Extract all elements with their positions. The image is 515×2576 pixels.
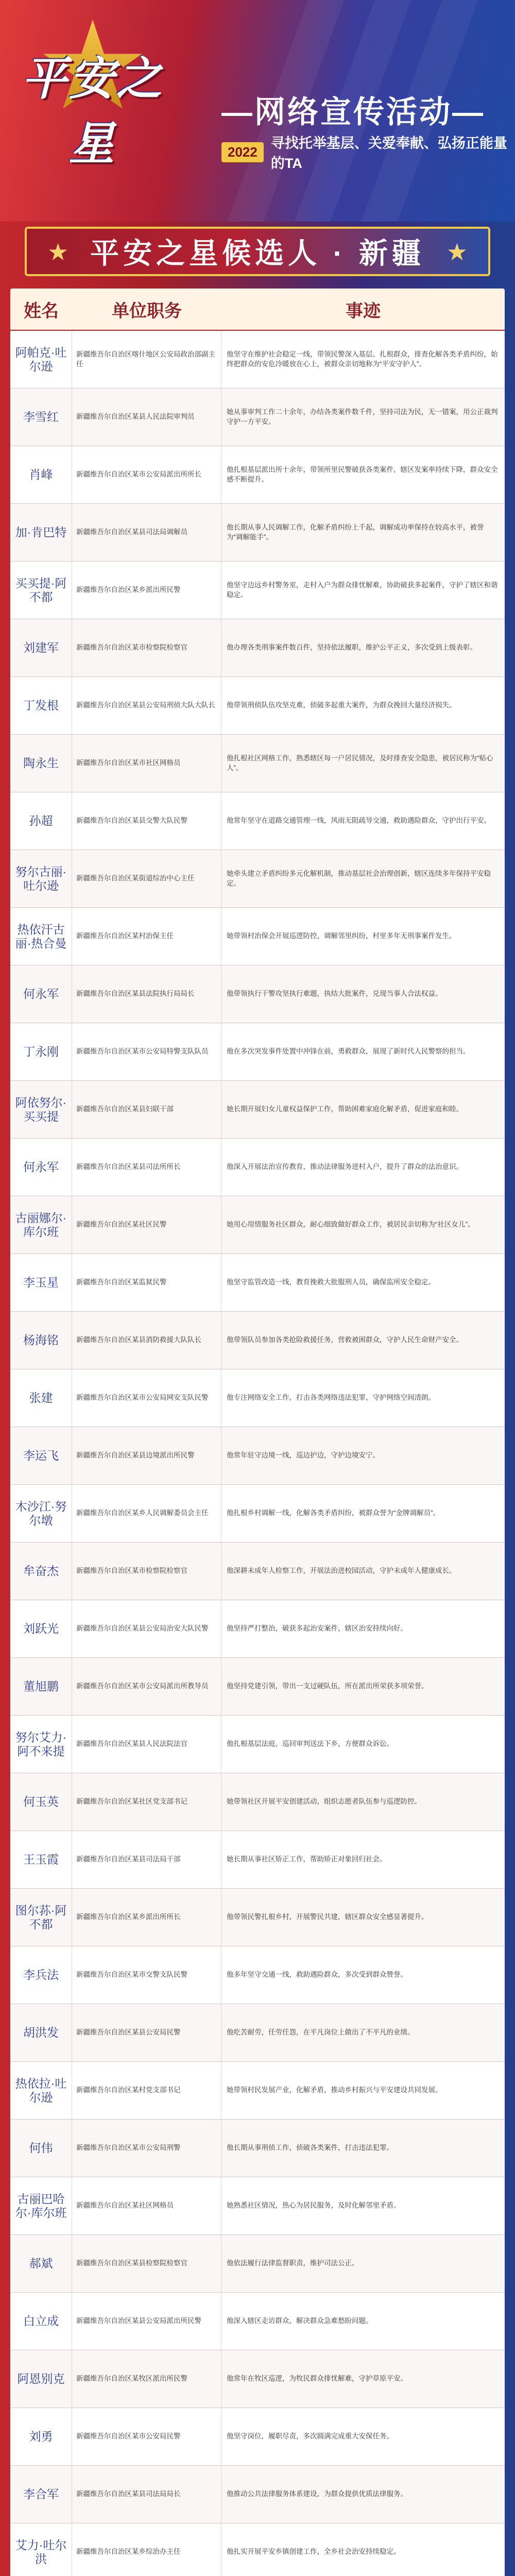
candidate-deed: 他推动公共法律服务体系建设，为群众提供优质法律服务。 bbox=[227, 2490, 407, 2498]
logo-text: 平安之星 bbox=[21, 52, 164, 170]
table-row bbox=[10, 677, 505, 735]
table-row bbox=[10, 1081, 505, 1139]
candidate-deed: 他带领队员参加各类抢险救援任务，营救被困群众，守护人民生命财产安全。 bbox=[227, 1336, 463, 1344]
candidate-role: 新疆维吾尔自治区某市公安局特警支队队员 bbox=[72, 1023, 221, 1080]
candidate-name: 买买提·阿不都 bbox=[10, 562, 72, 619]
candidate-name: 阿帕克·吐尔逊 bbox=[10, 331, 72, 388]
candidate-deed: 他常年坚守在道路交通管理一线，风雨无阻疏导交通，救助遇险群众，守护出行平安。 bbox=[227, 817, 491, 825]
table-row bbox=[10, 850, 505, 908]
candidate-name: 杨海铭 bbox=[10, 1312, 72, 1369]
candidate-name: 古丽娜尔·库尔班 bbox=[10, 1196, 72, 1253]
table-row bbox=[10, 2120, 505, 2177]
candidate-role: 新疆维吾尔自治区喀什地区公安局政治部副主任 bbox=[72, 331, 221, 388]
candidate-role: 新疆维吾尔自治区某村党支部书记 bbox=[72, 2062, 221, 2119]
candidate-role: 新疆维吾尔自治区某牧区派出所民警 bbox=[72, 2350, 221, 2408]
candidate-deed: 他扎根乡村调解一线，化解各类矛盾纠纷，被群众誉为“金牌调解员”。 bbox=[227, 1509, 440, 1517]
table-row bbox=[10, 792, 505, 850]
candidate-name: 郝斌 bbox=[10, 2235, 72, 2292]
table-row bbox=[10, 965, 505, 1023]
candidate-name: 何伟 bbox=[10, 2120, 72, 2177]
candidate-name: 李兵法 bbox=[10, 1946, 72, 2004]
candidate-name: 何永军 bbox=[10, 1139, 72, 1196]
candidate-role: 新疆维吾尔自治区某县公安局民警 bbox=[72, 2004, 221, 2061]
candidate-deed: 她牵头建立矛盾纠纷多元化解机制，推动基层社会治理创新，辖区连续多年保持平安稳定。 bbox=[227, 870, 491, 887]
candidate-role: 新疆维吾尔自治区某乡派出所民警 bbox=[72, 562, 221, 619]
candidate-name: 张建 bbox=[10, 1369, 72, 1427]
candidate-role: 新疆维吾尔自治区某县交警大队民警 bbox=[72, 792, 221, 850]
table-row bbox=[10, 1600, 505, 1658]
candidate-deed: 他坚持严打整治，破获多起治安案件，辖区治安持续向好。 bbox=[227, 1624, 407, 1633]
table-row bbox=[10, 2408, 505, 2466]
table-row bbox=[10, 1773, 505, 1831]
candidate-role: 新疆维吾尔自治区某县消防救援大队队长 bbox=[72, 1312, 221, 1369]
candidate-deed: 她熟悉社区情况，热心为居民服务，及时化解邻里矛盾。 bbox=[227, 2201, 401, 2210]
candidate-deed: 他扎根基层法庭，巡回审判送法下乡，方便群众诉讼。 bbox=[227, 1740, 393, 1748]
table-row bbox=[10, 2293, 505, 2350]
candidate-name: 图尔荪·阿不都 bbox=[10, 1889, 72, 1946]
candidate-deed: 他坚守监管改造一线，教育挽救大批服刑人员，确保监所安全稳定。 bbox=[227, 1278, 435, 1286]
candidate-role: 新疆维吾尔自治区某市交警支队民警 bbox=[72, 1946, 221, 2004]
candidate-deed: 她带领社区开展平安创建活动，组织志愿者队伍参与巡逻防控。 bbox=[227, 1798, 421, 1806]
candidate-role: 新疆维吾尔自治区某市社区网格员 bbox=[72, 735, 221, 792]
star-icon: ★ bbox=[446, 239, 468, 265]
candidate-name: 李合军 bbox=[10, 2466, 72, 2523]
candidate-deed: 她从事审判工作二十余年，办结各类案件数千件，坚持司法为民，无一错案，用公正裁判守护一方平安。 bbox=[227, 408, 498, 426]
table-row bbox=[10, 2350, 505, 2408]
year-badge: 2022 bbox=[221, 142, 264, 162]
table-row bbox=[10, 446, 505, 504]
candidate-deed: 他办理各类刑事案件数百件，坚持依法履职，维护公平正义，多次受到上级表彰。 bbox=[227, 643, 477, 652]
candidate-role: 新疆维吾尔自治区某县司法所所长 bbox=[72, 1139, 221, 1196]
candidate-deed: 他扎实开展平安乡镇创建工作，全乡社会治安持续稳定。 bbox=[227, 2548, 401, 2556]
candidate-name: 阿依努尔·买买提 bbox=[10, 1081, 72, 1138]
table-row bbox=[10, 331, 505, 388]
candidate-deed: 他带领刑侦队伍攻坚克难，侦破多起重大案件，为群众挽回大量经济损失。 bbox=[227, 701, 456, 709]
candidate-deed: 他坚守边远乡村警务室，走村入户为群众排忧解难，协助破获多起案件，守护了辖区和谐稳定。 bbox=[227, 581, 498, 599]
candidate-name: 李雪红 bbox=[10, 388, 72, 446]
candidate-deed: 他吃苦耐劳，任劳任怨，在平凡岗位上做出了不平凡的业绩。 bbox=[227, 2028, 415, 2037]
candidate-role: 新疆维吾尔自治区某县司法局调解员 bbox=[72, 504, 221, 561]
candidate-name: 白立成 bbox=[10, 2293, 72, 2350]
section-banner bbox=[25, 227, 490, 276]
candidate-deed: 她带领村治保会开展巡逻防控，调解邻里纠纷，村里多年无刑事案件发生。 bbox=[227, 932, 456, 940]
candidate-name: 阿恩别克 bbox=[10, 2350, 72, 2408]
candidate-name: 丁发根 bbox=[10, 677, 72, 734]
candidate-role: 新疆维吾尔自治区某社区网格员 bbox=[72, 2177, 221, 2234]
candidate-role: 新疆维吾尔自治区某乡综治办主任 bbox=[72, 2523, 221, 2576]
candidate-deed: 她长期开展妇女儿童权益保护工作，帮助困难家庭化解矛盾，促进家庭和睦。 bbox=[227, 1105, 463, 1113]
candidate-role: 新疆维吾尔自治区某市检察院检察官 bbox=[72, 1543, 221, 1600]
candidate-name: 何玉英 bbox=[10, 1773, 72, 1831]
candidate-deed: 他扎根社区网格工作，熟悉辖区每一户居民情况，及时排查安全隐患，被居民称为“贴心人”。 bbox=[227, 754, 493, 772]
table-row bbox=[10, 2523, 505, 2576]
table-row bbox=[10, 2177, 505, 2235]
table-row bbox=[10, 1485, 505, 1543]
candidate-role: 新疆维吾尔自治区某乡派出所所长 bbox=[72, 1889, 221, 1946]
candidate-name: 热依汗古丽·热合曼 bbox=[10, 908, 72, 965]
candidate-name: 努尔艾力·阿不来提 bbox=[10, 1716, 72, 1773]
candidate-name: 董旭鹏 bbox=[10, 1658, 72, 1715]
candidate-role: 新疆维吾尔自治区某县边境派出所民警 bbox=[72, 1427, 221, 1484]
candidate-role: 新疆维吾尔自治区某县司法局干部 bbox=[72, 1831, 221, 1888]
table-row bbox=[10, 2235, 505, 2293]
candidate-deed: 他常年驻守边境一线，巡边护边，守护边境安宁。 bbox=[227, 1451, 380, 1460]
header-banner bbox=[0, 0, 515, 222]
candidate-deed: 她用心用情服务社区群众，耐心细致做好群众工作，被居民亲切称为“社区女儿”。 bbox=[227, 1221, 475, 1229]
table-row bbox=[10, 1946, 505, 2004]
candidate-name: 刘跃光 bbox=[10, 1600, 72, 1657]
star-icon: ★ bbox=[47, 239, 69, 265]
candidate-role: 新疆维吾尔自治区某县公安局刑侦大队大队长 bbox=[72, 677, 221, 734]
candidate-name: 丁永刚 bbox=[10, 1023, 72, 1080]
candidate-role: 新疆维吾尔自治区某市检察院检察官 bbox=[72, 619, 221, 676]
candidate-role: 新疆维吾尔自治区某社区党支部书记 bbox=[72, 1773, 221, 1831]
candidate-deed: 他扎根基层派出所十余年，带领所里民警破获各类案件，辖区发案率持续下降，群众安全感不断提升。 bbox=[227, 466, 498, 483]
candidate-deed: 他常年在牧区巡逻，为牧民群众排忧解难，守护草原平安。 bbox=[227, 2375, 407, 2383]
table-row bbox=[10, 1427, 505, 1485]
candidate-name: 胡洪发 bbox=[10, 2004, 72, 2061]
candidate-name: 努尔古丽·吐尔逊 bbox=[10, 850, 72, 907]
candidate-role: 新疆维吾尔自治区某乡人民调解委员会主任 bbox=[72, 1485, 221, 1542]
header-deed: 事迹 bbox=[346, 301, 381, 321]
candidate-deed: 他在多次突发事件处置中冲锋在前，勇救群众，展现了新时代人民警察的担当。 bbox=[227, 1047, 470, 1056]
table-row bbox=[10, 562, 505, 619]
candidate-name: 艾力·吐尔洪 bbox=[10, 2523, 72, 2576]
candidate-role: 新疆维吾尔自治区某县公安局治安大队民警 bbox=[72, 1600, 221, 1657]
candidate-deed: 他依法履行法律监督职责，维护司法公正。 bbox=[227, 2259, 359, 2267]
candidate-name: 古丽巴哈尔·库尔班 bbox=[10, 2177, 72, 2234]
table-body bbox=[10, 331, 505, 2576]
candidate-deed: 她长期从事社区矫正工作，帮助矫正对象回归社会。 bbox=[227, 1855, 387, 1863]
table-row bbox=[10, 1254, 505, 1312]
candidate-role: 新疆维吾尔自治区某市公安局刑警 bbox=[72, 2120, 221, 2177]
table-row bbox=[10, 2004, 505, 2062]
campaign-row bbox=[221, 135, 515, 171]
table-row bbox=[10, 619, 505, 677]
candidate-role: 新疆维吾尔自治区某村治保主任 bbox=[72, 908, 221, 965]
candidate-role: 新疆维吾尔自治区某市公安局民警 bbox=[72, 2408, 221, 2465]
table-row bbox=[10, 1716, 505, 1773]
table-header bbox=[10, 289, 505, 331]
table-row bbox=[10, 1831, 505, 1889]
candidate-name: 刘勇 bbox=[10, 2408, 72, 2465]
table-row bbox=[10, 908, 505, 965]
header-role: 单位职务 bbox=[112, 301, 182, 321]
candidate-deed: 他深入辖区走访群众，解决群众急难愁盼问题。 bbox=[227, 2317, 373, 2325]
candidate-name: 肖峰 bbox=[10, 446, 72, 503]
candidate-role: 新疆维吾尔自治区某市公安局派出所教导员 bbox=[72, 1658, 221, 1715]
table-row bbox=[10, 1889, 505, 1946]
candidate-name: 孙超 bbox=[10, 792, 72, 850]
table-row bbox=[10, 2466, 505, 2523]
table-row bbox=[10, 1658, 505, 1716]
candidate-name: 热依拉·吐尔逊 bbox=[10, 2062, 72, 2119]
candidate-role: 新疆维吾尔自治区某县妇联干部 bbox=[72, 1081, 221, 1138]
table-row bbox=[10, 1196, 505, 1254]
candidate-role: 新疆维吾尔自治区某县检察院检察官 bbox=[72, 2235, 221, 2292]
candidate-deed: 他坚守岗位，履职尽责，多次圆满完成重大安保任务。 bbox=[227, 2432, 393, 2441]
table-row bbox=[10, 2062, 505, 2120]
table-row bbox=[10, 735, 505, 792]
candidate-deed: 他带领民警扎根乡村，开展警民共建，辖区群众安全感显著提升。 bbox=[227, 1913, 428, 1921]
candidate-deed: 他长期从事人民调解工作，化解矛盾纠纷上千起，调解成功率保持在较高水平，被誉为“调解能手”。 bbox=[227, 523, 484, 541]
candidate-role: 新疆维吾尔自治区某市公安局派出所所长 bbox=[72, 446, 221, 503]
table-row bbox=[10, 1023, 505, 1081]
candidate-deed: 他专注网络安全工作，打击各类网络违法犯罪，守护网络空间清朗。 bbox=[227, 1394, 435, 1402]
section-title: 平安之星候选人 · 新疆 bbox=[90, 237, 425, 269]
table-row bbox=[10, 388, 505, 446]
candidate-deed: 他深耕未成年人检察工作，开展法治进校园活动，守护未成年人健康成长。 bbox=[227, 1567, 456, 1575]
candidate-role: 新疆维吾尔自治区某市公安局网安支队民警 bbox=[72, 1369, 221, 1427]
candidate-role: 新疆维吾尔自治区某街道综治中心主任 bbox=[72, 850, 221, 907]
candidate-name: 李运飞 bbox=[10, 1427, 72, 1484]
table-row bbox=[10, 1369, 505, 1427]
campaign-logo bbox=[15, 20, 170, 170]
candidate-deed: 他带领执行干警攻坚执行难题，执结大批案件，兑现当事人合法权益。 bbox=[227, 990, 442, 998]
table-row bbox=[10, 504, 505, 562]
campaign-slogan: 寻找托举基层、关爱奉献、弘扬正能量的TA bbox=[270, 135, 507, 171]
candidate-name: 王玉霞 bbox=[10, 1831, 72, 1888]
candidate-role: 新疆维吾尔自治区某监狱民警 bbox=[72, 1254, 221, 1311]
candidate-role: 新疆维吾尔自治区某县人民法院法官 bbox=[72, 1716, 221, 1773]
candidate-role: 新疆维吾尔自治区某县公安局派出所民警 bbox=[72, 2293, 221, 2350]
candidate-name: 何永军 bbox=[10, 965, 72, 1023]
candidate-deed: 他坚守在维护社会稳定一线，带领民警深入基层、扎根群众，排查化解各类矛盾纠纷，始终把群众的安危冷暖放在心上，被群众亲切地称为“平安守护人”。 bbox=[227, 350, 498, 368]
candidate-name: 李玉星 bbox=[10, 1254, 72, 1311]
candidate-role: 新疆维吾尔自治区某县法院执行局局长 bbox=[72, 965, 221, 1023]
candidate-role: 新疆维吾尔自治区某社区民警 bbox=[72, 1196, 221, 1253]
candidates-table bbox=[10, 289, 505, 2576]
candidate-deed: 他深入开展法治宣传教育，推动法律服务进村入户，提升了群众的法治意识。 bbox=[227, 1163, 463, 1171]
candidate-name: 陶永生 bbox=[10, 735, 72, 792]
table-row bbox=[10, 1543, 505, 1600]
candidate-deed: 他多年坚守交通一线，救助遇险群众，多次受到群众赞誉。 bbox=[227, 1971, 407, 1979]
candidate-deed: 他长期从事刑侦工作，侦破各类案件，打击违法犯罪。 bbox=[227, 2144, 393, 2152]
candidate-name: 刘建军 bbox=[10, 619, 72, 676]
candidate-name: 木沙江·努尔墩 bbox=[10, 1485, 72, 1542]
header-name: 姓名 bbox=[24, 301, 59, 321]
campaign-title: —网络宣传活动— bbox=[221, 95, 485, 129]
table-row bbox=[10, 1312, 505, 1369]
candidate-name: 牟奋杰 bbox=[10, 1543, 72, 1600]
candidate-role: 新疆维吾尔自治区某县人民法院审判员 bbox=[72, 388, 221, 446]
table-row bbox=[10, 1139, 505, 1196]
candidate-role: 新疆维吾尔自治区某县司法局局长 bbox=[72, 2466, 221, 2523]
candidate-deed: 他坚持党建引领，带出一支过硬队伍，所在派出所荣获多项荣誉。 bbox=[227, 1682, 428, 1690]
candidate-deed: 她带领村民发展产业，化解矛盾，推动乡村振兴与平安建设共同发展。 bbox=[227, 2086, 442, 2094]
candidate-name: 加·肯巴特 bbox=[10, 504, 72, 561]
